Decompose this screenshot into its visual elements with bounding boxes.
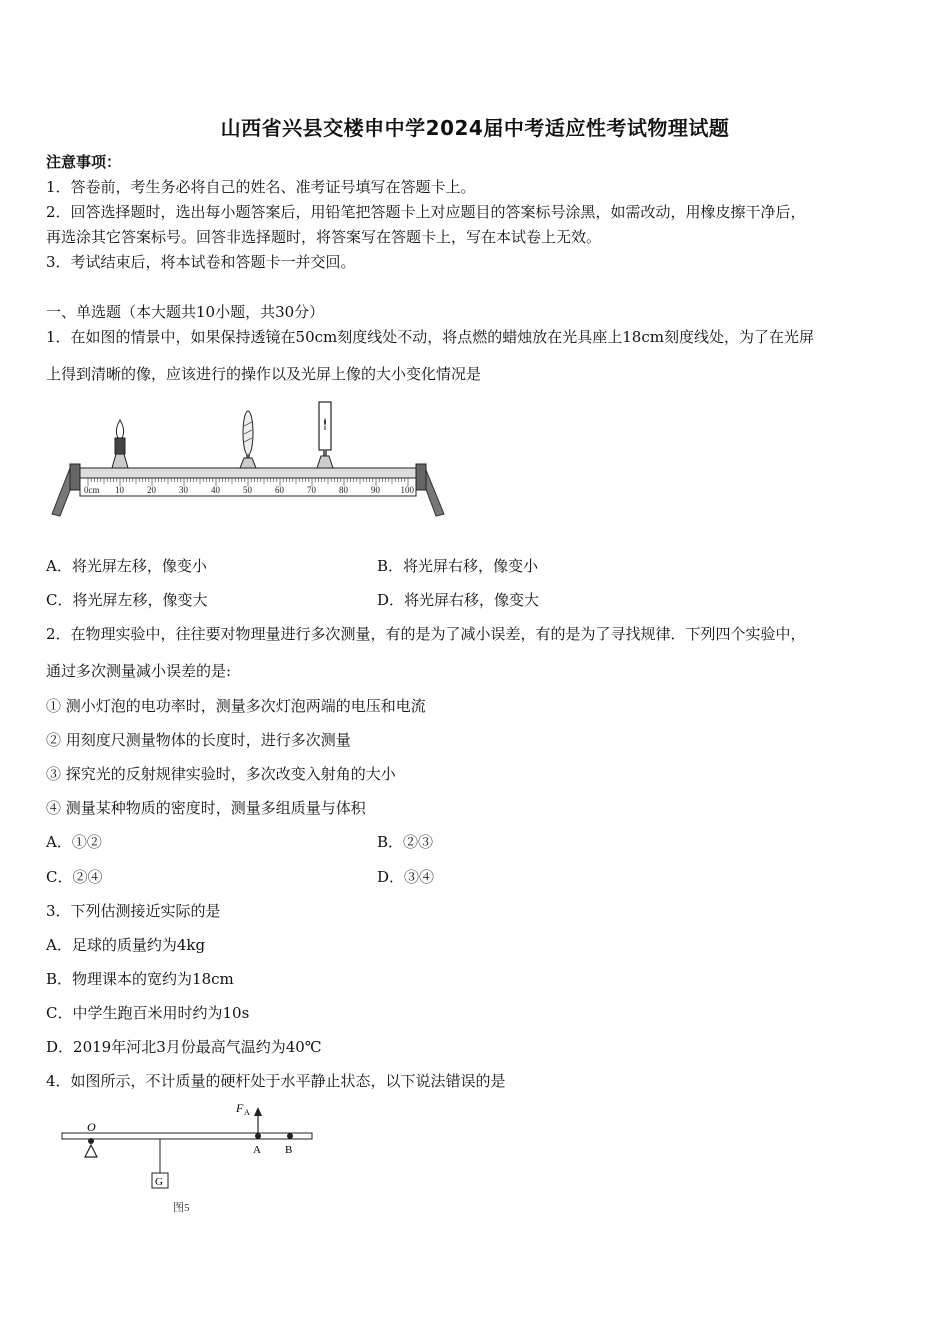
q2-option-b: B．②③ xyxy=(377,833,434,851)
notice-heading: 注意事项： xyxy=(46,153,122,171)
q3-option-d: D．2019年河北3月份最高气温约为40℃ xyxy=(46,1038,322,1056)
ruler-tick-label: 0cm xyxy=(84,485,100,495)
q2-option-a: A．①② xyxy=(46,833,102,851)
q2-item-3: ③ 探究光的反射规律实验时，多次改变入射角的大小 xyxy=(46,765,396,783)
q3-option-a: A．足球的质量约为4kg xyxy=(46,936,206,954)
ruler-tick-label: 70 xyxy=(307,485,316,495)
q4-stem: 4．如图所示，不计质量的硬杆处于水平静止状态，以下说法错误的是 xyxy=(46,1072,506,1090)
section-heading: 一、单选题（本大题共10小题，共30分） xyxy=(46,303,325,321)
q1-option-c: C．将光屏左移，像变大 xyxy=(46,591,208,609)
q2-item-1: ① 测小灯泡的电功率时，测量多次灯泡两端的电压和电流 xyxy=(46,697,426,715)
notice-item-1: 1．答卷前，考生务必将自己的姓名、准考证号填写在答题卡上。 xyxy=(46,178,476,196)
ruler-tick-label: 50 xyxy=(243,485,252,495)
ruler-tick-label: 20 xyxy=(147,485,156,495)
ruler-tick-label: 100 xyxy=(400,485,414,495)
ruler-tick-label: 30 xyxy=(179,485,188,495)
page-title: 山西省兴县交楼申中学2024届中考适应性考试物理试题 xyxy=(220,116,730,140)
figure-caption: 图5 xyxy=(173,1202,190,1214)
candle-icon xyxy=(112,420,128,468)
q2-option-c: C．②④ xyxy=(46,868,103,886)
fulcrum-icon xyxy=(85,1138,97,1157)
screen-icon xyxy=(317,402,333,468)
q2-option-d: D．③④ xyxy=(377,868,435,886)
q2-item-4: ④ 测量某种物质的密度时，测量多组质量与体积 xyxy=(46,799,366,817)
q1-option-a: A．将光屏左移，像变小 xyxy=(46,557,207,575)
q2-item-2: ② 用刻度尺测量物体的长度时，进行多次测量 xyxy=(46,731,351,749)
q1-option-d: D．将光屏右移，像变大 xyxy=(377,591,540,609)
notice-item-2: 2．回答选择题时，选出每小题答案后，用铅笔把答题卡上对应题目的答案标号涂黑，如需改动，用橡皮擦干净后， xyxy=(46,203,806,221)
q1-option-b: B．将光屏右移，像变小 xyxy=(377,557,539,575)
q3-option-b: B．物理课本的宽约为18cm xyxy=(46,970,234,988)
q2-stem-line1: 2．在物理实验中，往往要对物理量进行多次测量，有的是为了减小误差，有的是为了寻找规律．下列四个实验中， xyxy=(46,625,806,643)
notice-item-2-cont: 再选涂其它答案标号。回答非选择题时，将答案写在答题卡上，写在本试卷上无效。 xyxy=(46,228,602,246)
point-b-label: B xyxy=(285,1144,293,1156)
lens-icon xyxy=(240,411,256,468)
weight-label: G xyxy=(155,1176,163,1188)
q2-stem-line2: 通过多次测量减小误差的是: xyxy=(46,662,232,680)
ruler-tick-label: 10 xyxy=(115,485,124,495)
q1-stem-line1: 1．在如图的情景中，如果保持透镜在50cm刻度线处不动，将点燃的蜡烛放在光具座上18cm刻度线处，为了在光屏 xyxy=(46,328,814,346)
force-arrow-icon xyxy=(254,1107,262,1135)
q1-optical-bench-figure xyxy=(48,398,448,523)
ruler-tick-label: 40 xyxy=(211,485,220,495)
ruler-tick-label: 60 xyxy=(275,485,284,495)
q3-option-c: C．中学生跑百米用时约为10s xyxy=(46,1004,250,1022)
ruler-tick-label: 80 xyxy=(339,485,348,495)
q3-stem: 3．下列估测接近实际的是 xyxy=(46,902,221,920)
point-a-label: A xyxy=(253,1144,261,1156)
pivot-label: O xyxy=(87,1120,96,1134)
q4-lever-figure xyxy=(55,1095,325,1220)
q1-stem-line2: 上得到清晰的像，应该进行的操作以及光屏上像的大小变化情况是 xyxy=(46,365,482,383)
force-label-sub: A xyxy=(244,1108,250,1117)
notice-item-3: 3．考试结束后，将本试卷和答题卡一并交回。 xyxy=(46,253,356,271)
force-label: F xyxy=(236,1101,244,1115)
ruler-tick-label: 90 xyxy=(371,485,380,495)
